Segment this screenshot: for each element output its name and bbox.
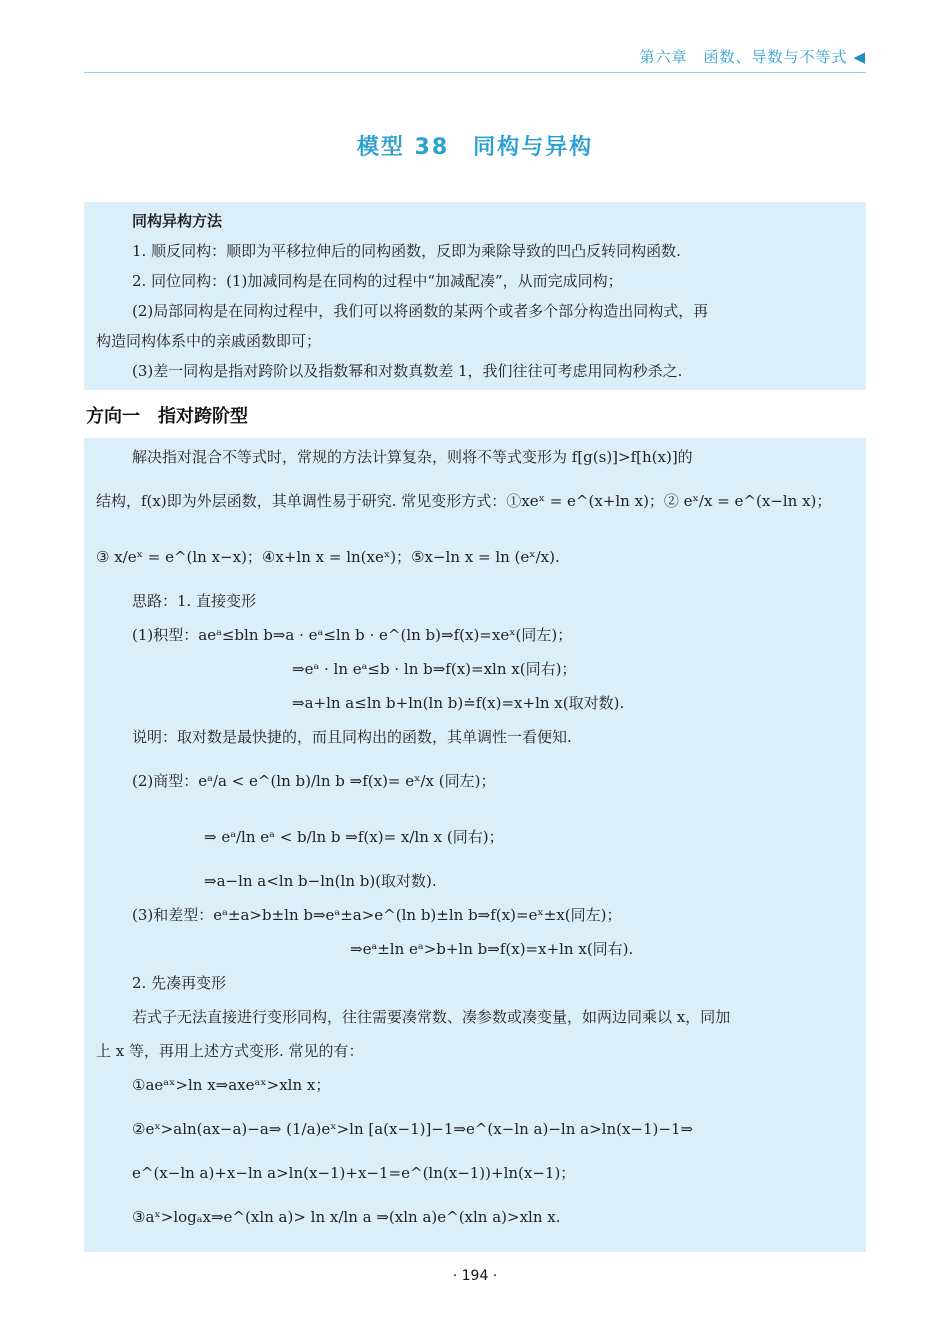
content-line: ③aˣ>logₐx⇒e^(xln a)> ln x/ln a ⇒(xln a)e^(xln a)>xln x. <box>132 1208 561 1226</box>
content-line: 解决指对混合不等式时，常规的方法计算复杂，则将不等式变形为 f[g(s)]>f[h(x)]的 <box>132 448 693 466</box>
section-heading <box>86 402 266 428</box>
content-line: 思路：1. 直接变形 <box>132 592 257 610</box>
content-line: (1)积型：aeᵃ≤bln b⇒a · eᵃ≤ln b · e^(ln b)⇒f(x)=xeˣ(同左)； <box>132 626 573 644</box>
content-line: ⇒ eᵃ/ln eᵃ < b/ln b ⇒f(x)= x/ln x (同右)； <box>204 828 504 846</box>
content-line: 说明：取对数是最快捷的，而且同构出的函数，其单调性一看便知. <box>132 728 572 746</box>
content-line: (3)和差型：eᵃ±a>b±ln b⇒eᵃ±a>e^(ln b)±ln b⇒f(x)=eˣ±x(同左)； <box>132 906 622 924</box>
chapter-header <box>639 46 866 67</box>
content-box <box>84 438 866 1252</box>
content-line: ①aeᵃˣ>ln x⇒axeᵃˣ>xln x； <box>132 1076 331 1094</box>
section-name: 指对跨阶型 <box>158 406 248 427</box>
content-line: 2. 先凑再变形 <box>132 974 227 992</box>
content-line: 若式子无法直接进行变形同构，往往需要凑常数、凑参数或凑变量，如两边同乘以 x，同加 <box>132 1008 731 1026</box>
content-line: (2)商型：eᵃ/a < e^(ln b)/ln b ⇒f(x)= eˣ/x (同左)； <box>132 772 496 790</box>
header-divider <box>84 72 866 73</box>
content-line: ③ x/eˣ = e^(ln x−x)；④x+ln x = ln(xeˣ)；⑤x−ln x = ln (eˣ/x). <box>96 548 560 566</box>
chapter-label: 第六章 函数、导数与不等式 <box>639 48 848 66</box>
content-line: ⇒eᵃ±ln eᵃ>b+ln b⇒f(x)=x+ln x(同右). <box>350 940 634 958</box>
method-line: (3)差一同构是指对跨阶以及指数幂和对数真数差 1，我们往往可考虑用同构秒杀之. <box>132 362 683 380</box>
content-line: ②eˣ>aln(ax−a)−a⇒ (1/a)eˣ>ln [a(x−1)]−1⇒e^(x−ln a)−ln a>ln(x−1)−1⇒ <box>132 1120 694 1138</box>
page-number: · 194 · <box>452 1268 498 1284</box>
method-line: 构造同构体系中的亲戚函数即可； <box>96 332 322 350</box>
content-line: 结构，f(x)即为外层函数，其单调性易于研究. 常见变形方式：①xeˣ = e^(x+ln x)；② eˣ/x = e^(x−ln x)； <box>96 492 832 510</box>
method-line: 1. 顺反同构：顺即为平移拉伸后的同构函数，反即为乘除导致的凹凸反转同构函数. <box>132 242 681 260</box>
method-line: 2. 同位同构：(1)加减同构是在同构的过程中“加减配凑”，从而完成同构； <box>132 272 623 290</box>
method-line: (2)局部同构是在同构过程中，我们可以将函数的某两个或者多个部分构造出同构式，再 <box>132 302 709 320</box>
method-heading: 同构异构方法 <box>132 212 223 230</box>
triangle-icon: ◀ <box>853 48 866 66</box>
method-box <box>84 202 866 390</box>
section-number: 方向一 <box>86 406 140 427</box>
content-line: 上 x 等，再用上述方式变形. 常见的有： <box>96 1042 364 1060</box>
content-line: ⇒a+ln a≤ln b+ln(ln b)≐f(x)=x+ln x(取对数). <box>292 694 625 712</box>
content-line: e^(x−ln a)+x−ln a>ln(x−1)+x−1=e^(ln(x−1))+ln(x−1)； <box>132 1164 576 1182</box>
content-line: ⇒a−ln a<ln b−ln(ln b)(取对数). <box>204 872 437 890</box>
page-title: 模型 38 同构与异构 <box>356 135 594 160</box>
content-line: ⇒eᵃ · ln eᵃ≤b · ln b⇒f(x)=xln x(同右)； <box>292 660 577 678</box>
